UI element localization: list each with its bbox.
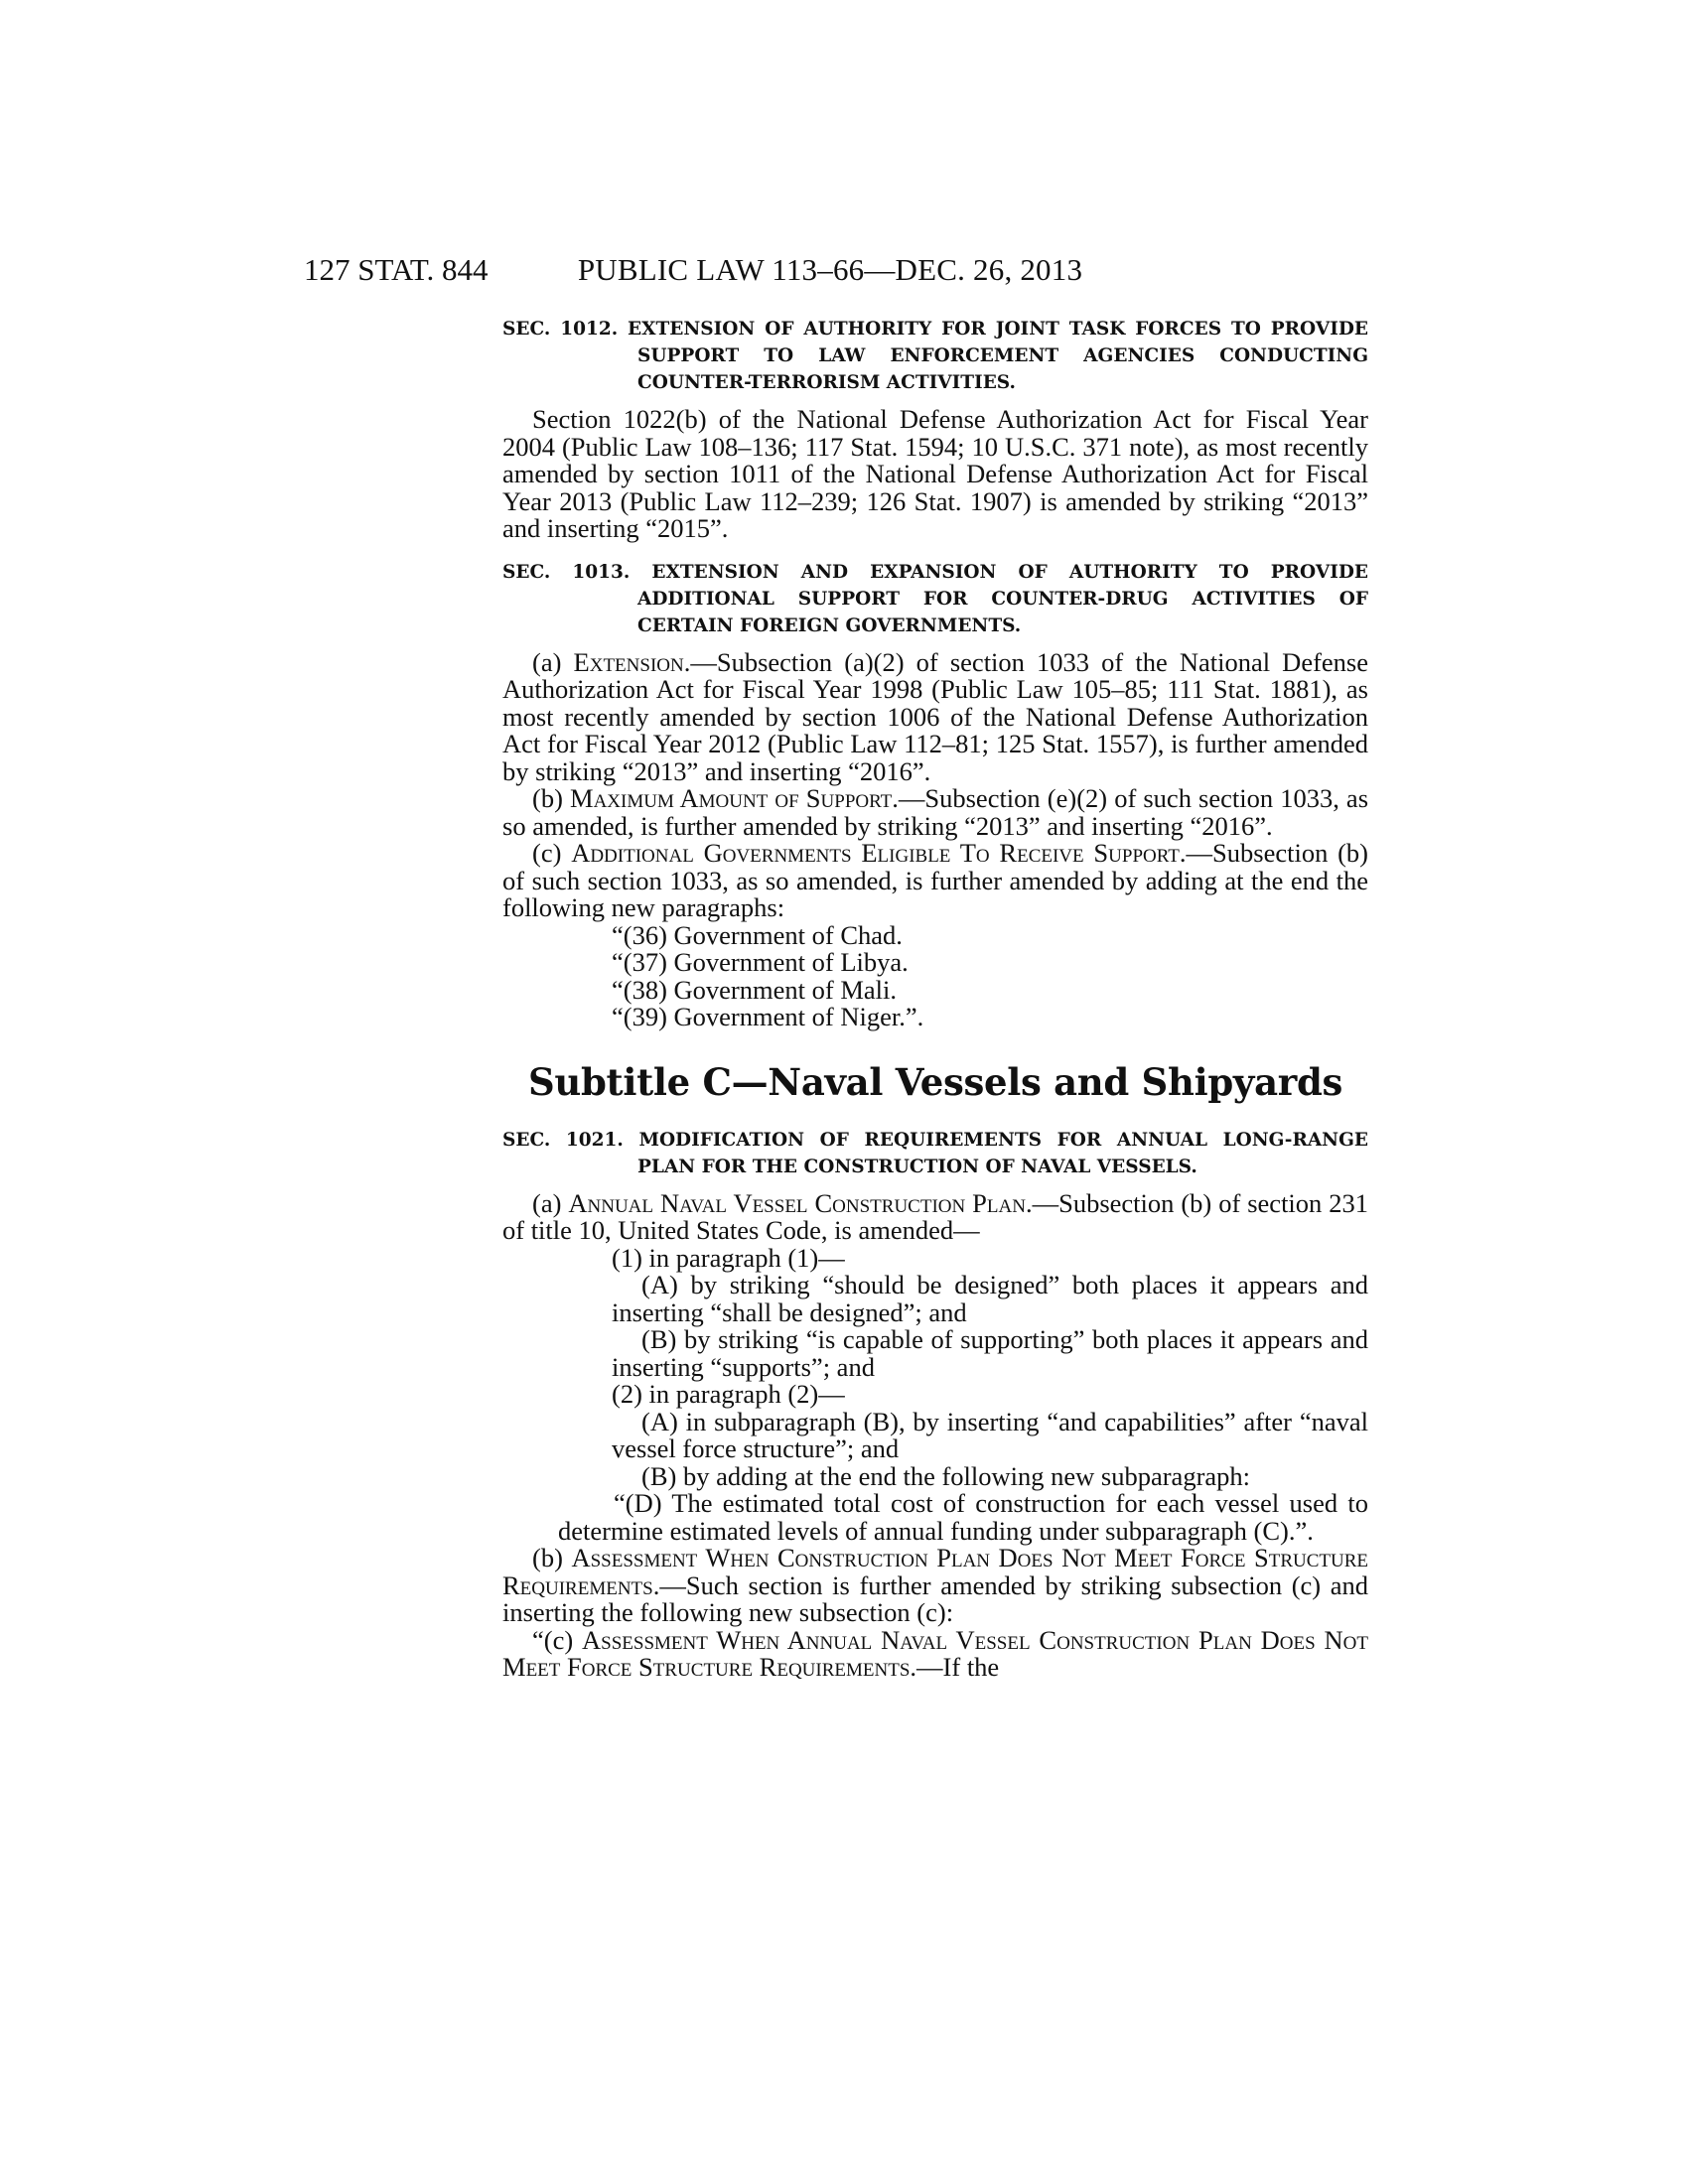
subparagraph-2A: (A) in subparagraph (B), by inserting “and capabilities” after “naval vessel force structure”; and: [612, 1406, 1368, 1463]
subsection-text: —Subsection (e)(2) of such section 1033, as so amended, is further amended by striking “2013” and inserting “2016”.: [502, 783, 1369, 841]
stat-page-number: 127 STAT. 844: [304, 252, 489, 287]
subtitle-heading: Subtitle C—Naval Vessels and Shipyards: [527, 1059, 1343, 1104]
paragraph-2: (2) in paragraph (2)—: [612, 1379, 845, 1409]
subsection-label: (b): [532, 783, 571, 813]
new-paragraph-36: “(36) Government of Chad.: [612, 919, 903, 950]
subparagraph-1A: (A) by striking “should be designed” both places it appears and inserting “shall be designed”; and: [612, 1270, 1368, 1327]
subsection-title: Additional Governments Eligible To Receive Support.: [571, 838, 1187, 868]
section-1012-text: Section 1022(b) of the National Defense Authorization Act for Fiscal Year 2004 (Public Law 108–136; 117 Stat. 1594; 10 U.S.C. 371 note), as most recently amended by section 1011 of the National Defense Authorization Act for Fiscal Year 2013 (Public Law 112–239; 126 Stat. 1907) is amended by striking “2013” and inserting “2015”.: [502, 404, 1368, 543]
section-1013-heading: SEC. 1013. EXTENSION AND EXPANSION OF AUTHORITY TO PROVIDE ADDITIONAL SUPPORT FOR COUNTER-DRUG ACTIVITIES OF CERTAIN FOREIGN GOVERNMENTS.: [502, 561, 1368, 636]
new-paragraph-37: “(37) Government of Libya.: [612, 947, 909, 977]
section-1012-heading: SEC. 1012. EXTENSION OF AUTHORITY FOR JOINT TASK FORCES TO PROVIDE SUPPORT TO LAW ENFORCEMENT AGENCIES CONDUCTING COUNTER-TERRORISM ACTIVITIES.: [502, 319, 1368, 393]
document-body: [502, 316, 1368, 1682]
subsection-label: (a): [532, 1187, 569, 1218]
section-1013-subsection-b: [502, 785, 1368, 840]
subsection-title: Assessment When Annual Naval Vessel Construction Plan Does Not Meet Force Structure Requirements.: [502, 1624, 1368, 1682]
subsection-title: Extension.: [573, 646, 691, 677]
subsection-title: Assessment When Construction Plan Does Not Meet Force Structure Requirements.: [502, 1543, 1369, 1600]
subsection-text: —Subsection (b) of such section 1033, as so amended, is further amended by adding at the end the following new paragraphs:: [502, 838, 1369, 922]
subsection-label: (a): [532, 646, 574, 677]
section-1021-subsection-a: [502, 1187, 1368, 1245]
section-1013-subsection-c: [502, 840, 1368, 922]
subsection-title: Maximum Amount of Support.: [570, 783, 899, 813]
subparagraph-2B: (B) by adding at the end the following new subparagraph:: [641, 1460, 1251, 1491]
public-law-citation: PUBLIC LAW 113–66—DEC. 26, 2013: [577, 252, 1083, 287]
subparagraph-D: “(D) The estimated total cost of construction for each vessel used to determine estimated levels of annual funding under subparagraph (C).”.: [558, 1488, 1368, 1546]
section-1021-heading: SEC. 1021. MODIFICATION OF REQUIREMENTS FOR ANNUAL LONG-RANGE PLAN FOR THE CONSTRUCTION OF NAVAL VESSELS.: [502, 1129, 1368, 1177]
subparagraph-1B: (B) by striking “is capable of supporting” both places it appears and inserting “supports”; and: [612, 1324, 1368, 1382]
subsection-text: —If the: [916, 1652, 1000, 1682]
new-paragraph-39: “(39) Government of Niger.”.: [612, 1002, 924, 1031]
paragraph-1: (1) in paragraph (1)—: [612, 1242, 845, 1273]
section-1013-subsection-a: [502, 646, 1368, 786]
subsection-label: “(c): [532, 1624, 583, 1655]
new-paragraph-38: “(38) Government of Mali.: [612, 974, 897, 1005]
subsection-text: —Subsection (b) of section 231 of title 10, United States Code, is amended—: [502, 1187, 1368, 1245]
subsection-title: Annual Naval Vessel Construction Plan.: [568, 1187, 1033, 1218]
subsection-label: (c): [532, 838, 572, 868]
section-1021-subsection-b: [502, 1545, 1368, 1627]
subsection-label: (b): [532, 1543, 572, 1572]
section-1021-subsection-c: [502, 1624, 1368, 1682]
running-head: [304, 250, 1356, 290]
subsection-text: —Such section is further amended by striking subsection (c) and inserting the following new subsection (c):: [502, 1570, 1368, 1627]
subsection-text: —Subsection (a)(2) of section 1033 of the National Defense Authorization Act for Fiscal Year 1998 (Public Law 105–85; 111 Stat. 1881), as most recently amended by section 1006 of the National Defense Authorization Act for Fiscal Year 2012 (Public Law 112–81; 125 Stat. 1557), is further amended by striking “2013” and inserting “2016”.: [502, 646, 1368, 786]
